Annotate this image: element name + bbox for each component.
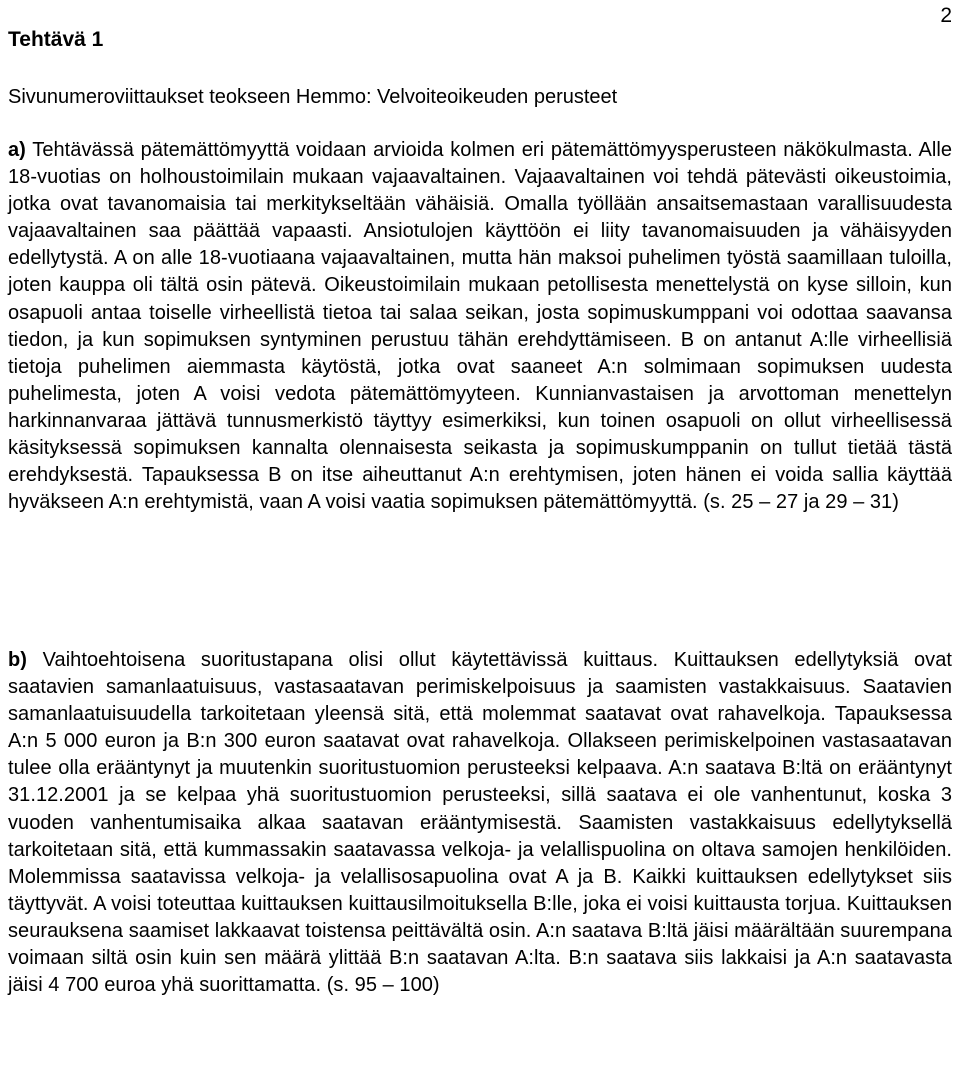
page-number: 2 [940, 4, 952, 27]
section-a-label: a) [8, 139, 26, 161]
document-title: Tehtävä 1 [8, 28, 104, 51]
section-b [8, 647, 952, 999]
document-subtitle: Sivunumeroviittaukset teokseen Hemmo: Velvoiteoikeuden perusteet [8, 86, 618, 108]
section-a [8, 137, 952, 516]
section-b-label: b) [8, 649, 27, 671]
section-b-text: Vaihtoehtoisena suoritustapana olisi ollut käytettävissä kuittaus. Kuittauksen edellytyksiä ovat saatavien samanlaatuisuus, vastasaatavan perimiskelpoisuus ja saamisten vastakkaisuus. Saatavien samanlaatuisuudella tarkoitetaan yleensä sitä, että molemmat saatavat ovat rahavelkoja. Tapauksessa A:n 5 000 euron ja B:n 300 euron saatavat ovat rahavelkoja. Ollakseen perimiskelpoinen vastasaatavan tulee olla erääntynyt ja muutenkin suoritustuomion perusteeksi kelpaava. A:n saatava B:ltä on erääntynyt 31.12.2001 ja se kelpaa yhä suoritustuomion perusteeksi, sillä saatava ei ole vanhentunut, koska 3 vuoden vanhentumisaika alkaa saatavan erääntymisestä. Saamisten vastakkaisuus edellytyksellä tarkoitetaan sitä, että kummassakin saatavassa velkoja- ja velallispuolina on oltava samojen henkilöiden. Molemmissa saatavissa velkoja- ja velallisosapuolina ovat A ja B. Kaikki kuittauksen edellytykset siis täyttyvät. A voisi toteuttaa kuittauksen kuittausilmoituksella B:lle, joka ei voisi kuittausta torjua. Kuittauksen seurauksena saamiset lakkaavat toistensa peittävältä osin. A:n saatava B:ltä jäisi määrältään suurempana voimaan siltä osin kuin sen määrä ylittää B:n saatavan A:lta. B:n saatava siis lakkaisi ja A:n saatavasta jäisi 4 700 euroa yhä suorittamatta. (s. 95 – 100) [8, 649, 953, 997]
section-a-text: Tehtävässä pätemättömyyttä voidaan arvioida kolmen eri pätemättömyysperusteen näkökulmasta. Alle 18-vuotias on holhoustoimilain mukaan vajaavaltainen. Vajaavaltainen voi tehdä pätevästi oikeustoimia, jotka ovat tavanomaisia tai merkitykseltään vähäisiä. Omalla työllään ansaitsemastaan varallisuudesta vajaavaltainen saa päättää vapaasti. Ansiotulojen käyttöön ei liity tavanomaisuuden ja vähäisyyden edellytystä. A on alle 18-vuotiaana vajaavaltainen, mutta hän maksoi puhelimen työstä saamillaan tuloilla, joten kauppa oli tältä osin pätevä. Oikeustoimilain mukaan petollisesta menettelystä on kyse silloin, kun osapuoli antaa toiselle virheellistä tietoa tai salaa seikan, josta sopimuskumppani voi odottaa saavansa tiedon, ja kun sopimuksen syntyminen perustuu tähän erehdyttämiseen. B on antanut A:lle virheellisiä tietoja puhelimen aiemmasta käytöstä, jotka ovat saaneet A:n solmimaan sopimuksen uudesta puhelimesta, joten A voisi vedota pätemättömyyteen. Kunnianvastaisen ja arvottoman menettelyn harkinnanvaraa jättävä tunnusmerkistö täyttyy esimerkiksi, kun toinen osapuoli on ollut virheellisessä käsityksessä sopimuksen kannalta olennaisesta seikasta ja sopimuskumppanin on tullut tietää tästä erehdyksestä. Tapauksessa B on itse aiheuttanut A:n erehtymisen, joten hänen ei voida sallia käyttää hyväkseen A:n erehtymistä, vaan A voisi vaatia sopimuksen pätemättömyyttä. (s. 25 – 27 ja 29 – 31) [8, 139, 953, 514]
